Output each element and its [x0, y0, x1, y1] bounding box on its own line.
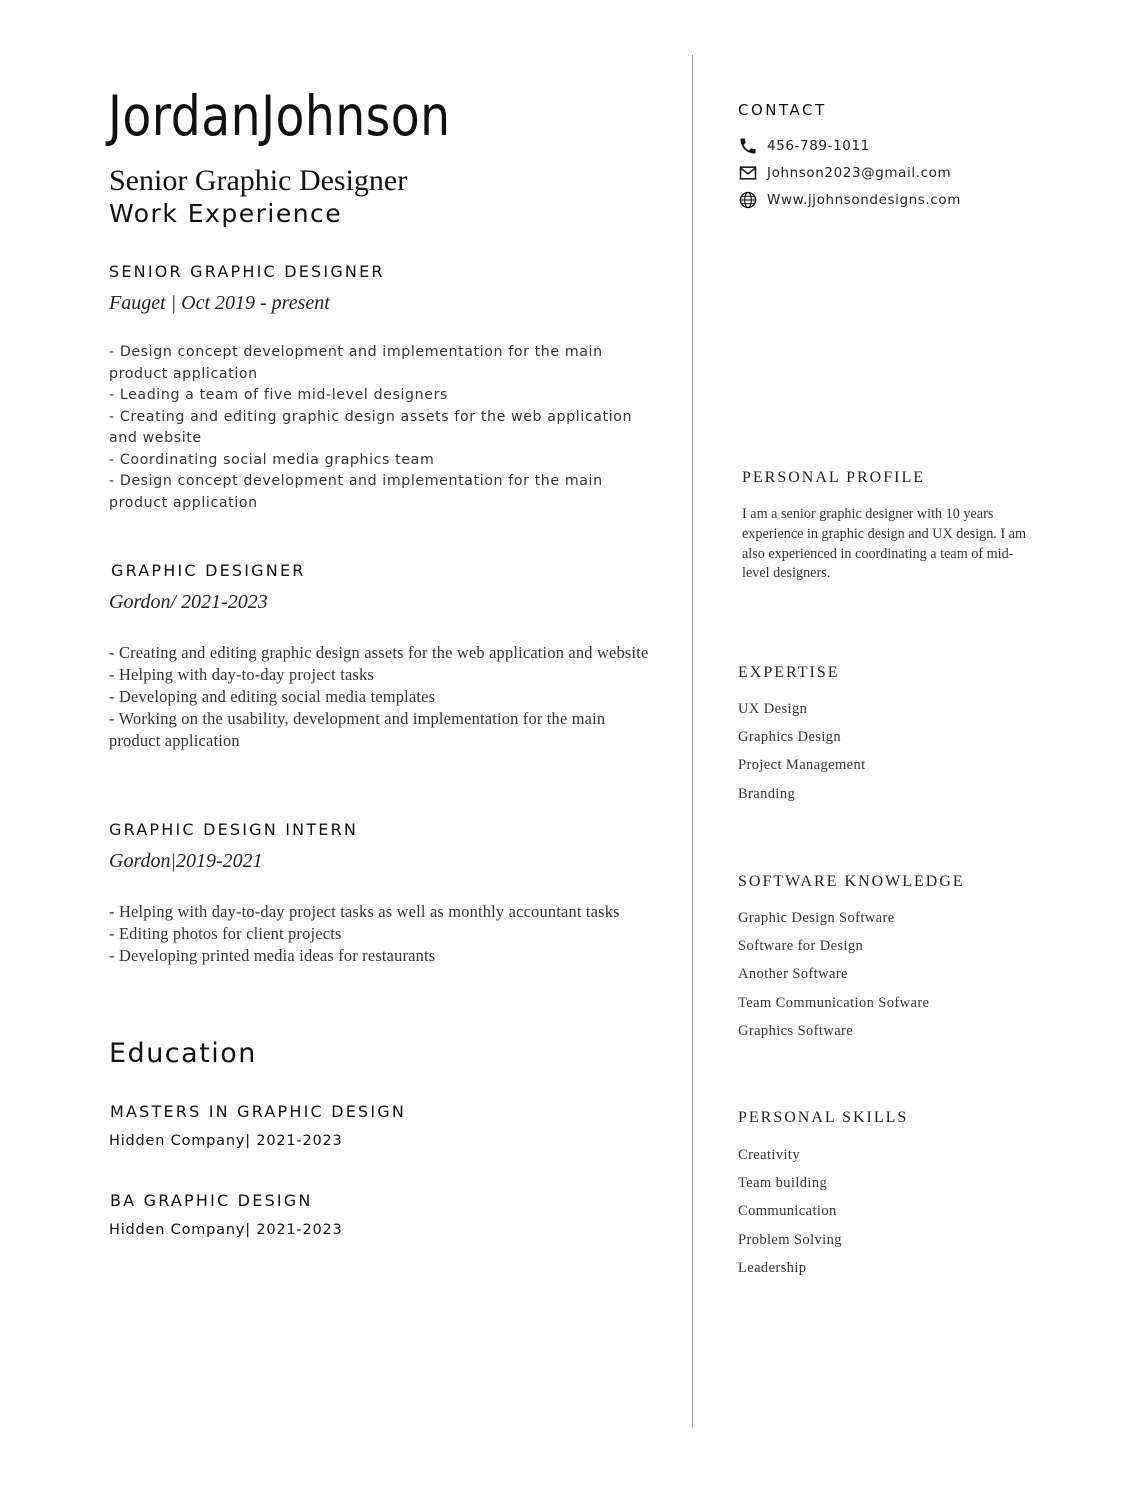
work-experience-heading: Work Experience	[109, 199, 343, 228]
job-meta-1: Fauget | Oct 2019 - present	[109, 292, 330, 314]
contact-email	[738, 162, 951, 184]
job-bullets-2	[109, 642, 657, 752]
mail-icon	[738, 163, 758, 183]
job-meta-3: Gordon|2019-2021	[109, 850, 263, 872]
phone-text: 456-789-1011	[767, 138, 870, 154]
job-bullet: - Creating and editing graphic design assets for the web application and website	[109, 643, 649, 662]
list-item: Branding	[738, 785, 796, 802]
profile-heading: PERSONAL PROFILE	[742, 469, 925, 486]
list-item: Another Software	[738, 966, 848, 983]
job-bullet: - Leading a team of five mid-level designers	[109, 387, 448, 403]
software-heading: SOFTWARE KNOWLEDGE	[738, 873, 965, 890]
column-divider	[692, 55, 693, 1428]
job-bullet: - Design concept development and implementation for the main product application	[109, 473, 603, 511]
job-title-3: GRAPHIC DESIGN INTERN	[109, 820, 359, 839]
list-item: Communication	[738, 1203, 837, 1220]
job-bullet: - Coordinating social media graphics team	[109, 451, 435, 468]
job-bullet: - Developing and editing social media templates	[109, 687, 436, 706]
contact-heading: CONTACT	[738, 101, 827, 119]
job-bullets-1	[109, 342, 649, 514]
job-bullet: - Creating and editing graphic design assets for the web application and website	[109, 408, 633, 446]
candidate-title: Senior Graphic Designer	[109, 164, 408, 197]
list-item: Team Communication Sofware	[738, 994, 930, 1011]
list-item: Project Management	[738, 757, 866, 774]
school-1: Hidden Company| 2021-2023	[109, 1133, 343, 1149]
job-bullets-3	[109, 901, 669, 967]
job-bullet: - Helping with day-to-day project tasks as well as monthly accountant tasks	[109, 902, 620, 921]
degree-1: MASTERS IN GRAPHIC DESIGN	[110, 1102, 407, 1121]
skills-list	[738, 1141, 842, 1282]
list-item: Graphics Design	[738, 729, 842, 746]
list-item: UX Design	[738, 701, 808, 717]
job-title-1: SENIOR GRAPHIC DESIGNER	[109, 262, 385, 281]
list-item: Graphic Design Software	[738, 910, 895, 926]
globe-icon	[738, 190, 758, 210]
expertise-list	[738, 695, 866, 808]
school-2: Hidden Company| 2021-2023	[109, 1222, 343, 1238]
email-text: Johnson2023@gmail.com	[767, 165, 952, 181]
candidate-name: JordanJohnson	[108, 84, 451, 148]
list-item: Software for Design	[738, 938, 864, 955]
list-item: Leadership	[738, 1259, 807, 1276]
software-list	[738, 904, 929, 1045]
list-item: Problem Solving	[738, 1231, 842, 1248]
list-item: Creativity	[738, 1147, 800, 1163]
website-text: Www.jjohnsondesigns.com	[767, 192, 961, 208]
contact-website	[738, 189, 961, 211]
job-title-2: GRAPHIC DESIGNER	[111, 561, 306, 580]
list-item: Team building	[738, 1175, 828, 1192]
job-meta-2: Gordon/ 2021-2023	[109, 591, 268, 613]
contact-phone	[738, 135, 870, 157]
list-item: Graphics Software	[738, 1022, 854, 1039]
degree-2: BA GRAPHIC DESIGN	[110, 1191, 313, 1210]
job-bullet: - Editing photos for client projects	[109, 924, 342, 943]
job-bullet: - Design concept development and implementation for the main product application	[109, 344, 603, 382]
job-bullet: - Developing printed media ideas for restaurants	[109, 946, 436, 965]
job-bullet: - Working on the usability, development and implementation for the main product application	[109, 709, 606, 750]
expertise-heading: EXPERTISE	[738, 664, 840, 681]
education-heading: Education	[109, 1038, 257, 1069]
profile-text: I am a senior graphic designer with 10 years experience in graphic design and UX design. I am also experienced in coordinating a team of mid-level designers.	[742, 506, 1027, 582]
phone-icon	[738, 136, 758, 156]
skills-heading: PERSONAL SKILLS	[738, 1109, 909, 1126]
job-bullet: - Helping with day-to-day project tasks	[109, 665, 374, 684]
